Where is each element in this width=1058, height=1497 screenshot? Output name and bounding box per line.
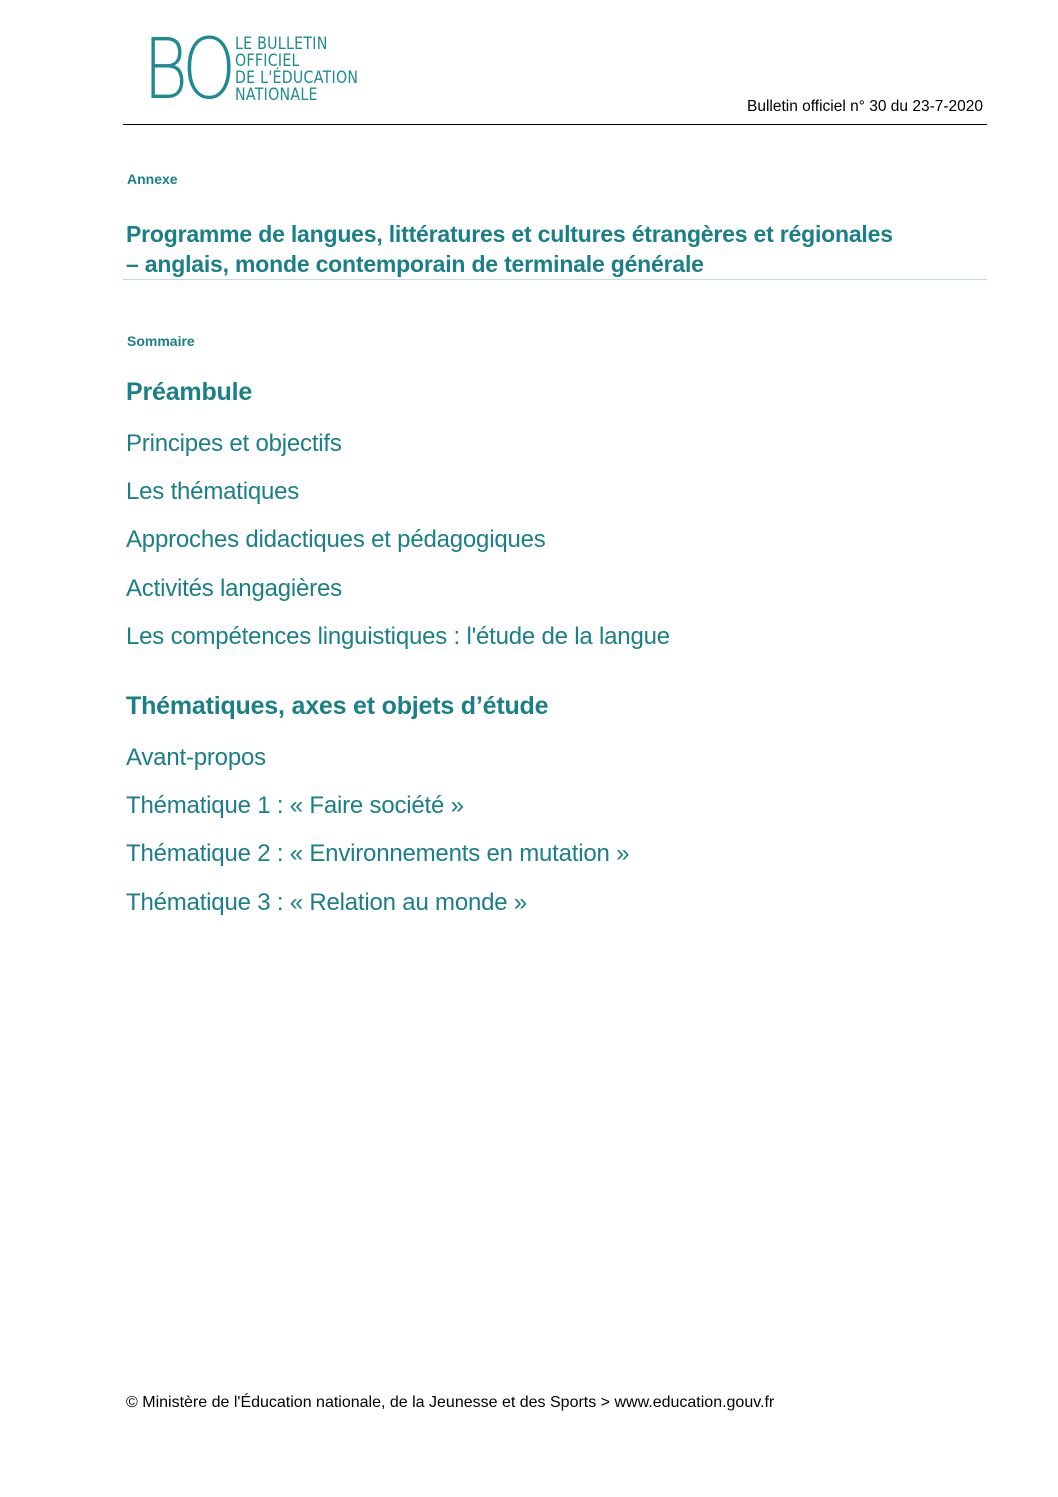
document-title-line: – anglais, monde contemporain de terminale générale bbox=[126, 251, 704, 277]
toc-heading-thematiques[interactable]: Thématiques, axes et objets d’étude bbox=[126, 692, 549, 720]
bo-logo bbox=[143, 20, 373, 118]
logo-line: LE BULLETIN bbox=[235, 34, 328, 53]
logo-wordmark bbox=[235, 35, 358, 103]
toc-item[interactable]: Les thématiques bbox=[126, 478, 300, 505]
toc-item[interactable]: Thématique 2 : « Environnements en mutation » bbox=[126, 840, 630, 867]
logo-mark: BO bbox=[143, 20, 232, 118]
logo-line: DE L'ÉDUCATION bbox=[235, 68, 359, 87]
bulletin-reference: Bulletin officiel n° 30 du 23-7-2020 bbox=[747, 98, 983, 115]
toc-item[interactable]: Approches didactiques et pédagogiques bbox=[126, 526, 546, 553]
logo-line: OFFICIEL bbox=[235, 51, 300, 70]
document-title-line: Programme de langues, littératures et cultures étrangères et régionales bbox=[126, 221, 893, 247]
sommaire-label: Sommaire bbox=[127, 333, 195, 349]
toc-item[interactable]: Les compétences linguistiques : l'étude de la langue bbox=[126, 623, 670, 650]
toc-item[interactable]: Thématique 3 : « Relation au monde » bbox=[126, 889, 528, 916]
toc-item[interactable]: Principes et objectifs bbox=[126, 430, 342, 457]
document-title bbox=[126, 219, 996, 279]
footer-copyright: © Ministère de l'Éducation nationale, de la Jeunesse et des Sports > www.education.gouv.fr bbox=[126, 1394, 775, 1411]
toc-item[interactable]: Thématique 1 : « Faire société » bbox=[126, 792, 464, 819]
toc-heading-preambule[interactable]: Préambule bbox=[126, 378, 253, 406]
toc-item[interactable]: Activités langagières bbox=[126, 575, 342, 602]
title-divider bbox=[123, 279, 987, 280]
toc-item[interactable]: Avant-propos bbox=[126, 744, 266, 771]
header-divider bbox=[123, 124, 987, 125]
logo-line: NATIONALE bbox=[235, 85, 318, 104]
annexe-label: Annexe bbox=[127, 171, 178, 187]
